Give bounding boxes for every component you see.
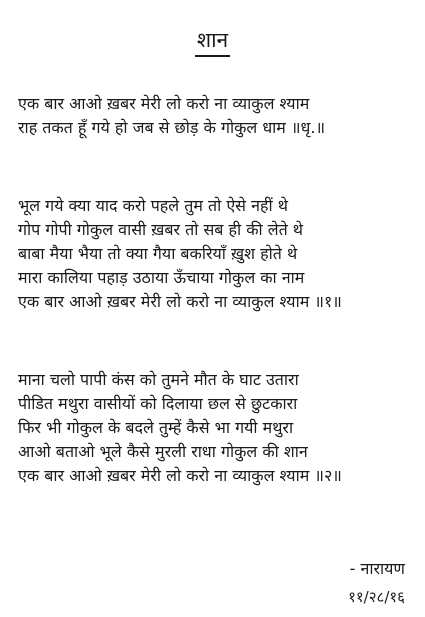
poem-line: एक बार आओ ख़बर मेरी लो करो ना व्याकुल श्याम [18, 94, 310, 113]
author-signature: - नारायण [349, 559, 405, 578]
poem-title [0, 26, 425, 57]
poem-line: भूल गये क्या याद करो पहले तुम तो ऐसे नहीं थे [18, 196, 288, 215]
stanza-refrain [18, 92, 418, 140]
poem-line: एक बार आओ ख़बर मेरी लो करो ना व्याकुल श्याम ॥१॥ [18, 292, 342, 311]
poem-line: राह तकत हूँ गये हो जब से छोड़ के गोकुल धाम ॥धृ.॥ [18, 118, 326, 137]
poem-line: फिर भी गोकुल के बदले तुम्हें कैसे भा गयी मथुरा [18, 418, 294, 437]
poem-line: आओ बताओ भूले कैसे मुरली राधा गोकुल की शान [18, 442, 308, 461]
poem-date: ११/२८/१६ [348, 588, 405, 606]
poem-line: गोप गोपी गोकुल वासी ख़बर तो सब ही की लेते थे [18, 220, 304, 239]
poem-title-text: शान [195, 26, 230, 57]
poem-line: एक बार आओ ख़बर मेरी लो करो ना व्याकुल श्याम ॥२॥ [18, 466, 342, 485]
poem-line: बाबा मैया भैया तो क्या गैया बकरियाँ ख़ुश होते थे [18, 244, 298, 263]
poem-line: पीडित मथुरा वासीयों को दिलाया छल से छुटकारा [18, 394, 298, 413]
stanza-1 [18, 194, 418, 314]
stanza-2 [18, 368, 418, 488]
poem-line: माना चलो पापी कंस को तुमने मौत के घाट उतारा [18, 370, 299, 389]
poem-line: मारा कालिया पहाड़ उठाया ऊँचाया गोकुल का नाम [18, 268, 305, 287]
